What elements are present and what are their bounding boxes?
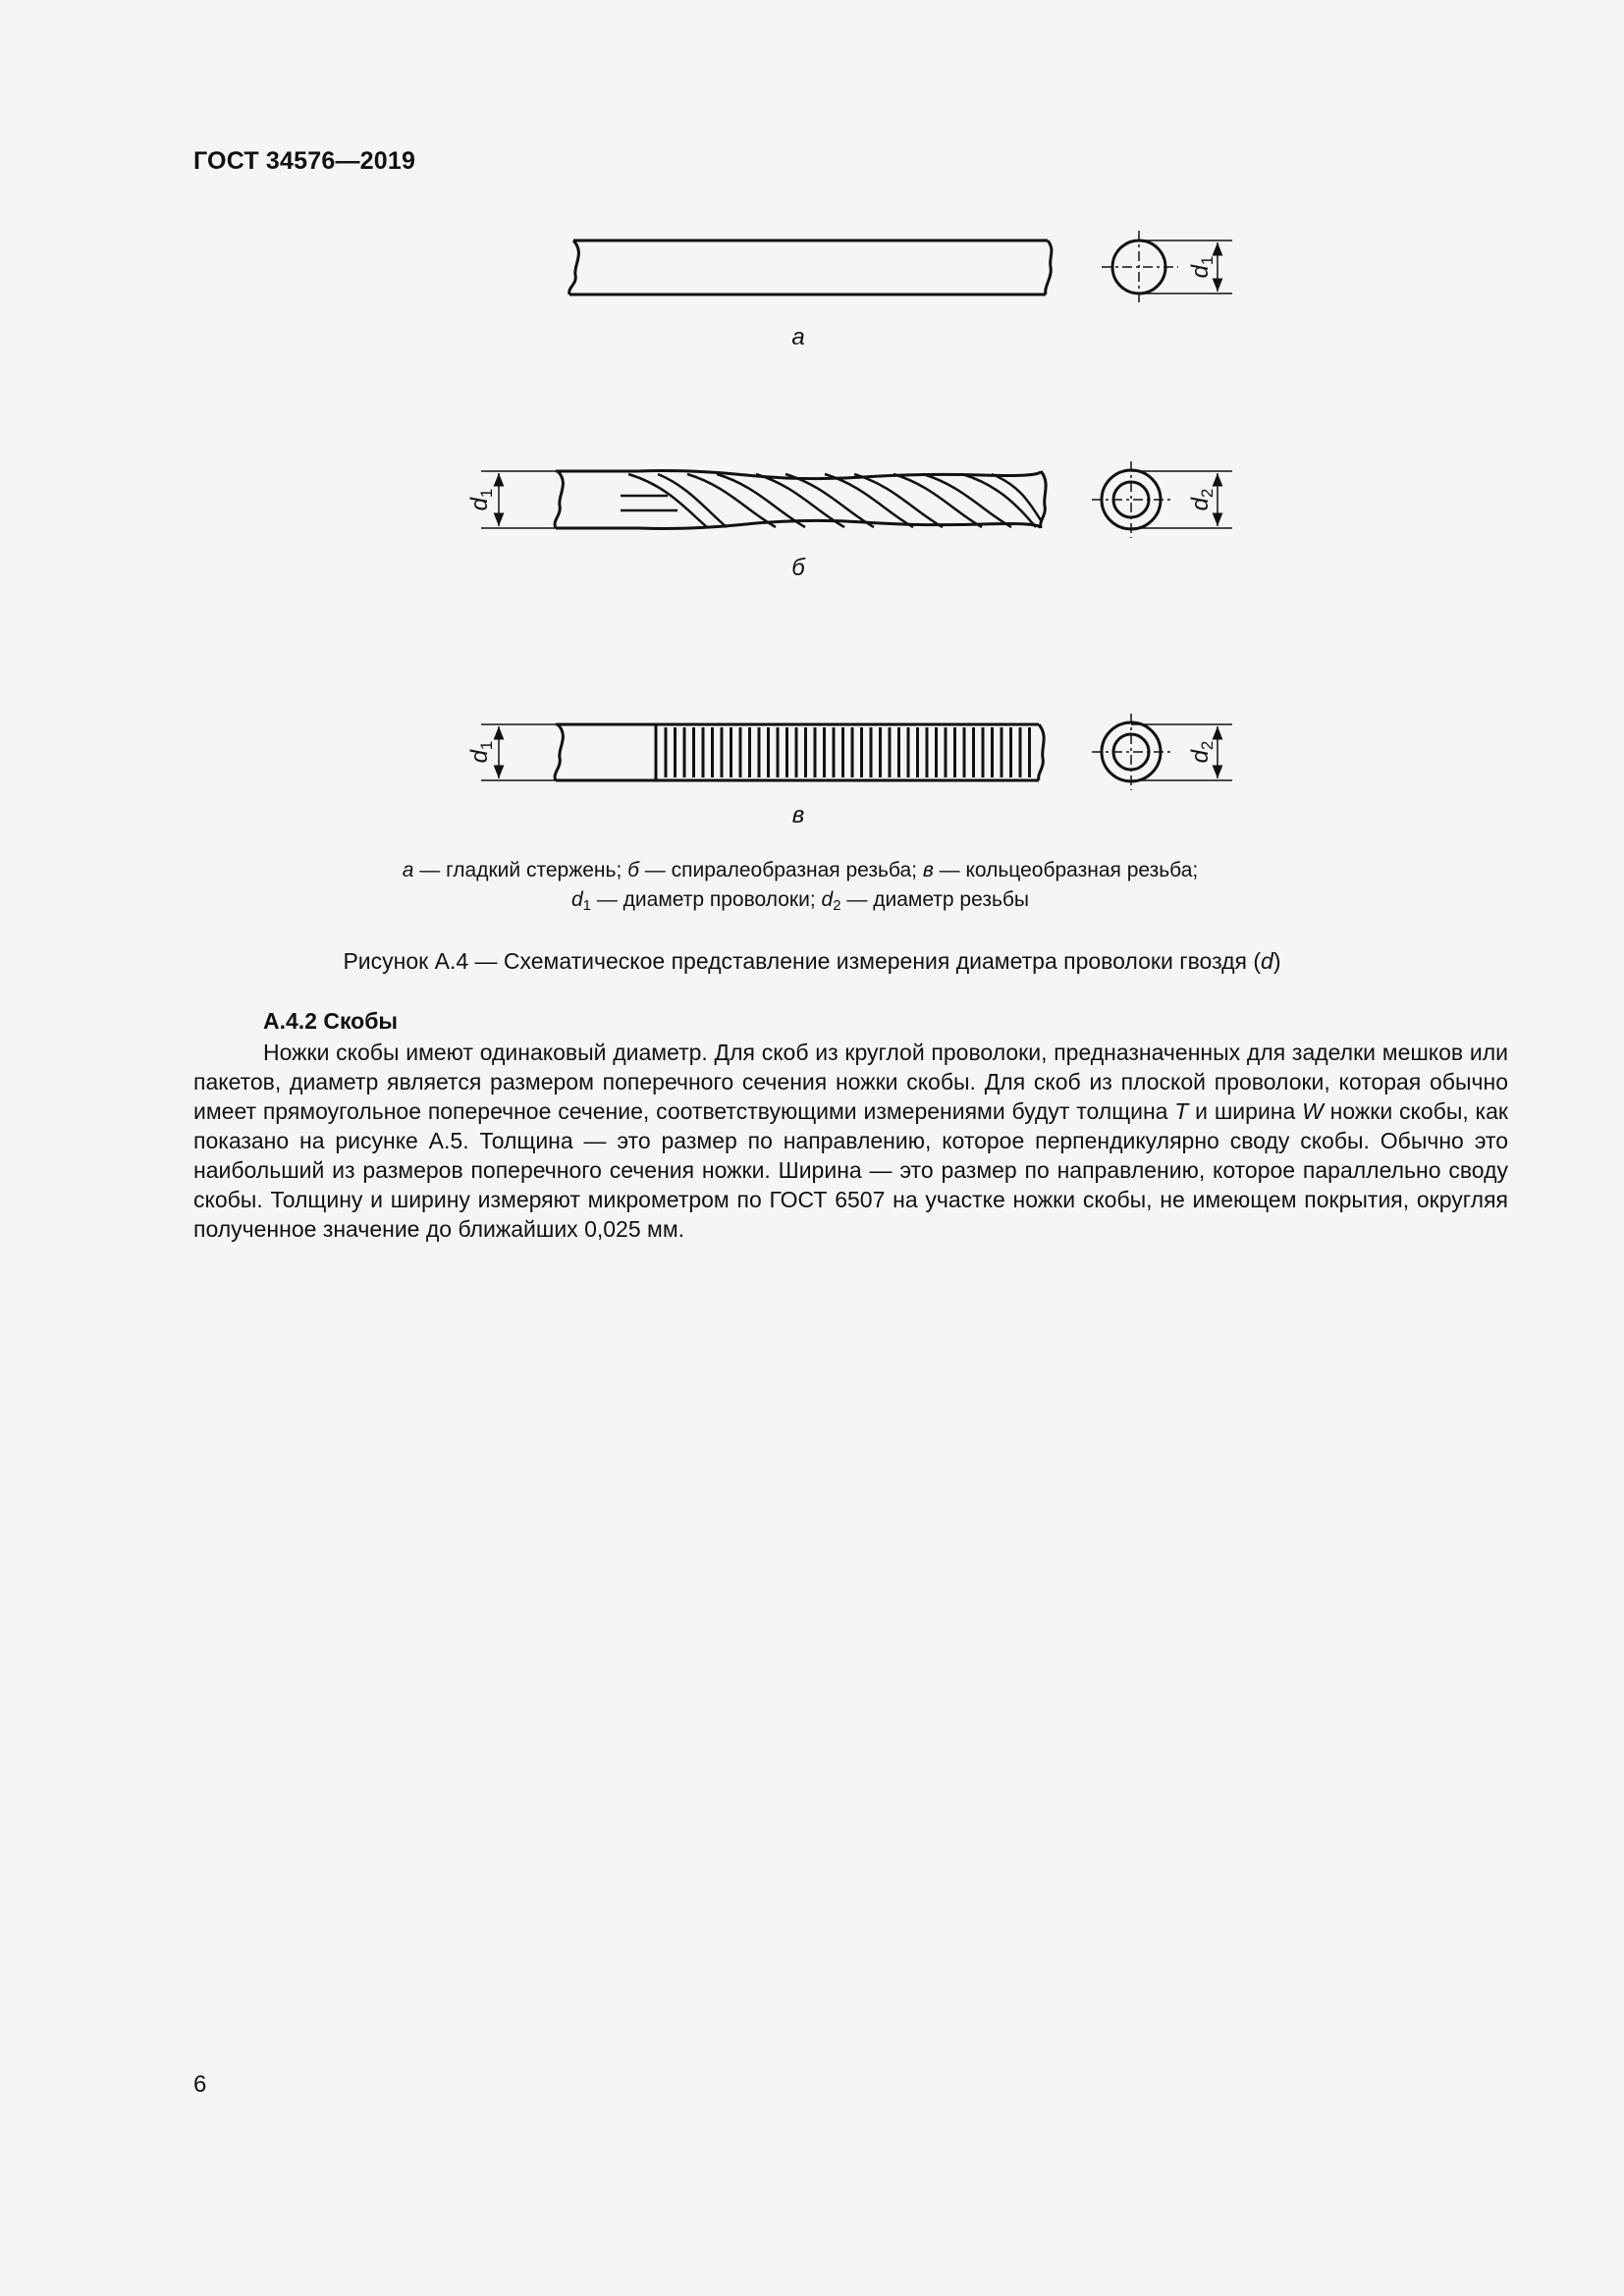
figure-legend (295, 856, 1306, 915)
figure-caption: Рисунок А.4 — Схематическое представление измерения диаметра проволоки гвоздя (d) (343, 948, 1281, 974)
figure-sublabel-b: б (791, 555, 805, 581)
section-heading: А.4.2 Скобы (263, 1008, 399, 1034)
dim-label-d1-b: $d_1$ (466, 488, 496, 511)
helical-thread-section (481, 461, 1232, 538)
dim-label-d1-c: $d_1$ (466, 740, 496, 764)
smooth-shank-drawing (569, 240, 1052, 294)
section-body (193, 1038, 1508, 1244)
document-header: ГОСТ 34576—2019 (193, 147, 416, 175)
figure-a4 (0, 0, 1624, 982)
legend-line-1: а — гладкий стержень; б — спиралеобразная резьба; в — кольцеобразная резьба; (402, 859, 1199, 881)
page-number: 6 (193, 2071, 207, 2098)
paragraph: Ножки скобы имеют одинаковый диаметр. Для скоб из круглой проволоки, предназначенных для заделки мешков или пакетов, диаметр является размером поперечного сечения ножки скобы. Для скоб из плоской проволоки, которая обычно имеет прямоугольное поперечное сечение, соответствующими измерениями будут толщина T и ширина W ножки скобы, как показано на рисунке А.5. Толщина — это размер по направлению, которое перпендикулярно своду скобы. Обычно это наибольший из размеров поперечного сечения ножки. Ширина — это размер по направлению, которое параллельно своду скобы. Толщину и ширину измеряют микрометром по ГОСТ 6507 на участке ножки скобы, не имеющем покрытия, округляя полученное значение до ближайших 0,025 мм. (193, 1040, 1508, 1242)
legend-line-2: $d_1$ — диаметр проволоки; $d_2$ — диаметр резьбы (570, 888, 1030, 914)
dim-label-d2-b: $d_2$ (1187, 488, 1217, 511)
figure-sublabel-a: а (791, 324, 805, 350)
figure-sublabel-c: в (791, 802, 805, 828)
helical-thread-drawing (555, 471, 1046, 529)
dim-label-d2-c: $d_2$ (1187, 740, 1217, 764)
dim-label-d1-a: $d_1$ (1187, 255, 1217, 279)
annular-thread-drawing (555, 724, 1044, 780)
